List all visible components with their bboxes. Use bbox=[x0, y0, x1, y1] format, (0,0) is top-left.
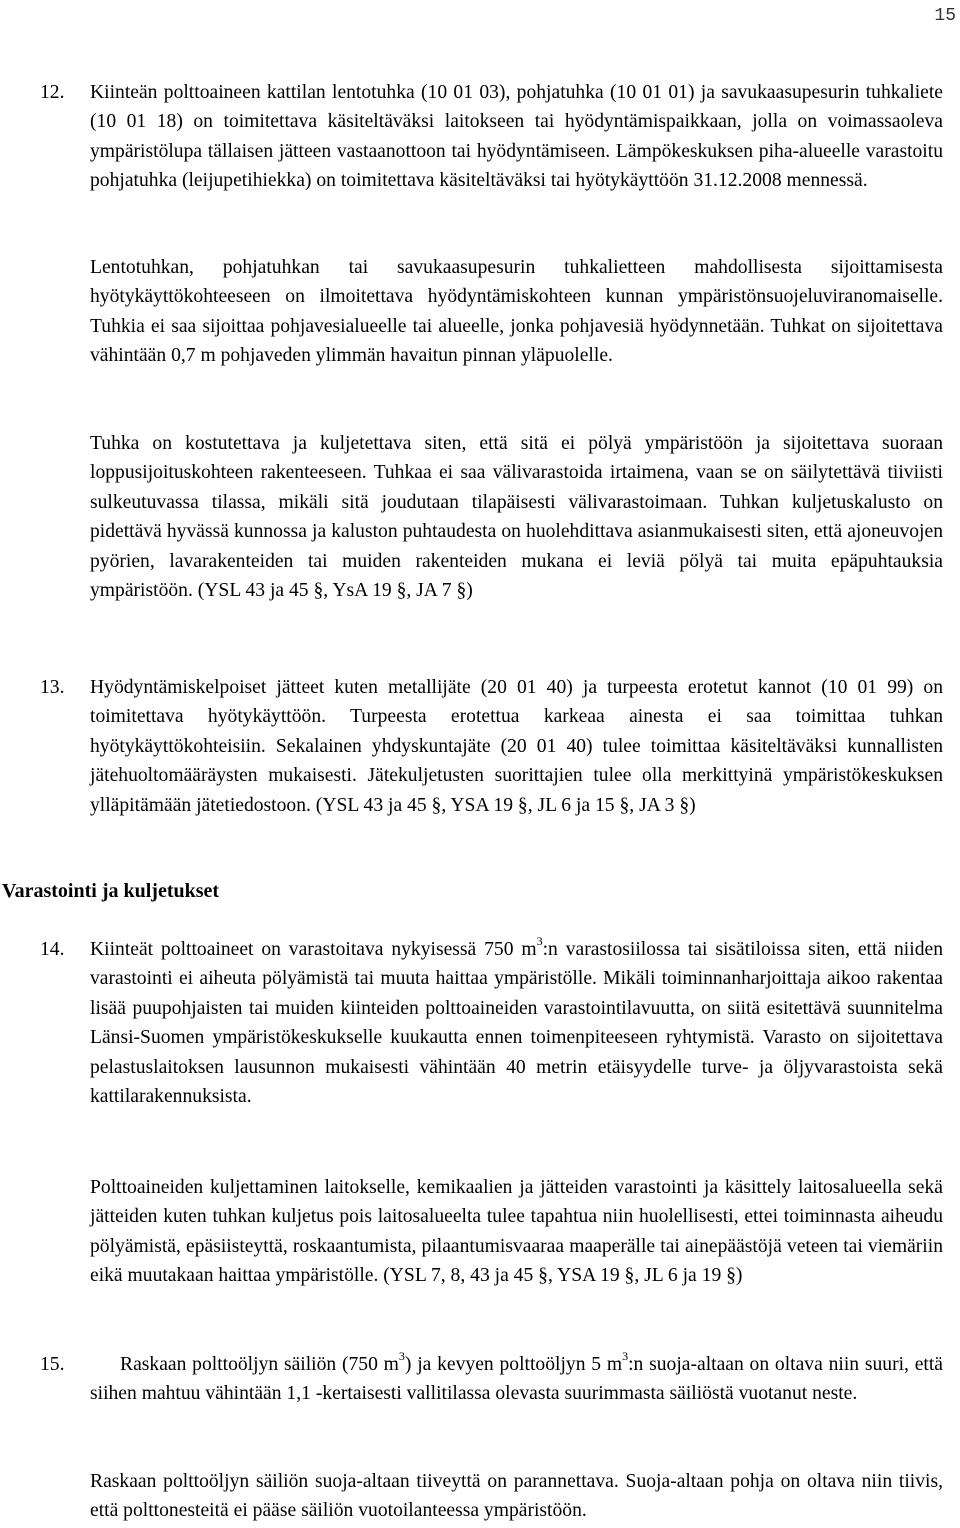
item-15-paragraph-1 bbox=[90, 1350, 943, 1409]
item-12-paragraph-3: Tuhka on kostutettava ja kuljetettava siten, että sitä ei pölyä ympäristöön ja sijoitettava suoraan loppusijoituskohteen rakenteeseen. Tuhkaa ei saa välivarastoida irtaimena, vaan se on säilytettävä tiiviisti sulkeutuvassa tilassa, mikäli sitä joudutaan tilapäisesti välivarastoimaan. Tuhkan kuljetuskalusto on pidettävä hyvässä kunnossa ja kaluston puhtaudesta on huolehdittava asianmukaisesti siten, että ajoneuvojen pyörien, lavarakenteiden tai muiden rakenteiden mukana ei leviä pölyä tai muita epäpuhtauksia ympäristöön. (YSL 43 ja 45 §, YsA 19 §, JA 7 §) bbox=[90, 433, 943, 602]
item-15-superscript-1: 3 bbox=[398, 1349, 405, 1364]
item-12-number: 12. bbox=[40, 82, 65, 103]
item-15-number: 15. bbox=[40, 1354, 65, 1375]
item-14-number: 14. bbox=[40, 939, 65, 960]
item-14-text-b: :n varastosiilossa tai sisätiloissa siten, että niiden varastointi ei aiheuta pölyämistä tai muuta haittaa ympäristölle. Mikäli toiminnanharjoittaja aikoo rakentaa lisää puupohjaisten tai muiden kiinteiden polttoaineiden varastointilavuutta, on siitä esitettävä suunnitelma Länsi-Suomen ympäristökeskukselle kuukautta ennen toimenpiteeseen ryhtymistä. Varasto on sijoitettava pelastuslaitoksen lausunnon mukaisesti vähintään 40 metrin etäisyydelle turve- ja öljyvarastoista sekä kattilarakennuksista. bbox=[90, 939, 943, 1108]
item-13-number: 13. bbox=[40, 677, 65, 698]
page-number: 15 bbox=[934, 6, 956, 26]
item-15-text-a: Raskaan polttoöljyn säiliön (750 m bbox=[120, 1354, 399, 1375]
item-14-superscript: 3 bbox=[536, 934, 543, 949]
item-15-text-b: ) ja kevyen polttoöljyn 5 m bbox=[404, 1354, 623, 1375]
item-13-paragraph-1: Hyödyntämiskelpoiset jätteet kuten metallijäte (20 01 40) ja turpeesta erotetut kannot (10 01 99) on toimitettava hyötykäyttöön. Turpeesta erotettua karkeaa ainesta ei saa toimittaa tuhkan hyötykäyttökohteisiin. Sekalainen yhdyskuntajäte (20 01 40) tulee toimittaa käsiteltäväksi kunnallisten jätehuoltomääräysten mukaisesti. Jätekuljetusten suorittajien tulee olla merkittyinä ympäristökeskuksen ylläpitämään jätetiedostoon. (YSL 43 ja 45 §, YSA 19 §, JL 6 ja 15 §, JA 3 §) bbox=[90, 677, 943, 816]
item-12-paragraph-1: Kiinteän polttoaineen kattilan lentotuhka (10 01 03), pohjatuhka (10 01 01) ja savukaasupesurin tuhkaliete (10 01 18) on toimitettava käsiteltäväksi laitokseen tai hyödyntämispaikkaan, jolla on voimassaoleva ympäristölupa tällaisen jätteen vastaanottoon tai hyödyntämiseen. Lämpökeskuksen piha-alueelle varastoitu pohjatuhka (leijupetihiekka) on toimitettava käsiteltäväksi tai hyötykäyttöön 31.12.2008 mennessä. bbox=[90, 82, 943, 192]
section-heading: Varastointi ja kuljetukset bbox=[2, 880, 220, 902]
item-15-paragraph-2: Raskaan polttoöljyn säiliön suoja-altaan tiiveyttä on parannettava. Suoja-altaan pohja on oltava niin tiivis, että polttonesteitä ei pääse säiliön vuotoilanteessa ympäristöön. bbox=[90, 1471, 943, 1522]
item-15-superscript-2: 3 bbox=[622, 1349, 629, 1364]
item-14-paragraph-1 bbox=[90, 935, 943, 1111]
item-12-paragraph-2: Lentotuhkan, pohjatuhkan tai savukaasupesurin tuhkalietteen mahdollisesta sijoittamisesta hyötykäyttökohteeseen on ilmoitettava hyödyntämiskohteen kunnan ympäristönsuojeluviranomaiselle. Tuhkia ei saa sijoittaa pohjavesialueelle tai alueelle, jonka pohjavesiä hyödynnetään. Tuhkat on sijoitettava vähintään 0,7 m pohjaveden ylimmän havaitun pinnan yläpuolelle. bbox=[90, 257, 943, 367]
item-14-paragraph-2: Polttoaineiden kuljettaminen laitokselle, kemikaalien ja jätteiden varastointi ja käsittely laitosalueella sekä jätteiden kuten tuhkan kuljetus pois laitosalueelta tulee tapahtua niin huolellisesti, ettei toiminnasta aiheudu pölyämistä, epäsiisteyttä, roskaantumista, pilaantumisvaaraa maaperälle tai ainepäästöjä veteen tai viemäriin eikä muutakaan haittaa ympäristölle. (YSL 7, 8, 43 ja 45 §, YSA 19 §, JL 6 ja 19 §) bbox=[90, 1177, 943, 1287]
item-15-text-c: :n suoja-altaan on oltava niin suuri, että siihen mahtuu vähintään 1,1 -kertaisesti vallitilassa olevasta suurimmasta säiliöstä vuotanut neste. bbox=[90, 1354, 943, 1405]
item-14-text-a: Kiinteät polttoaineet on varastoitava nykyisessä 750 m bbox=[90, 939, 537, 960]
